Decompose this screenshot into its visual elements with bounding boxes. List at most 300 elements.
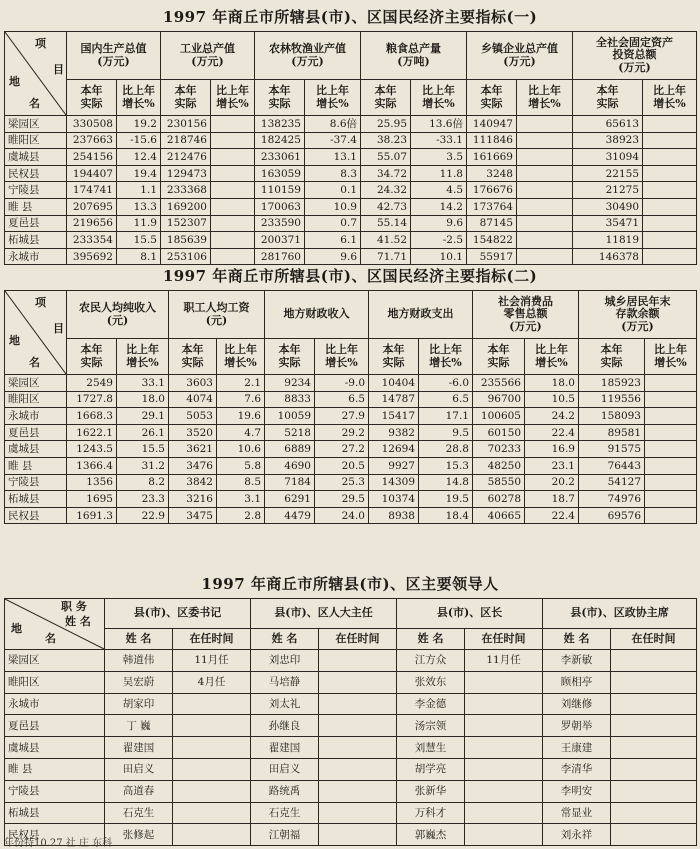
sub-header-row: 本年 实际 比上年 增长% 本年 实际 比上年 增长% 本年 实际 比上年 增长% 本年 实际 比上年 增长% 本年 实际 比上年 增长% 本年 实际 比上年 增长% [5,80,697,116]
data-cell: 40665 [473,507,525,524]
table-row [5,491,697,508]
data-cell [643,182,697,199]
region-name-cell: 民权县 [5,507,67,524]
table-row [5,671,697,693]
data-cell: 路统禹 [251,780,319,802]
table-row [5,248,697,265]
data-cell [173,737,251,759]
data-cell: 170063 [255,198,305,215]
region-name-cell: 梁园区 [5,650,105,672]
data-cell: 21275 [573,182,643,199]
region-name-cell: 宁陵县 [5,780,105,802]
region-name-cell: 柘城县 [5,232,67,249]
data-cell [643,132,697,149]
data-cell: 10059 [265,408,315,425]
table-corner-header: 职 务 姓 名 地 名 [5,599,105,650]
data-cell [319,758,397,780]
data-cell: 24.0 [315,507,369,524]
region-name-cell: 梁园区 [5,375,67,392]
table-row [5,441,697,458]
data-cell: 60278 [473,491,525,508]
data-cell: 韩道伟 [105,650,173,672]
table-row [5,693,697,715]
data-cell: 41.52 [361,232,411,249]
data-cell: 146378 [573,248,643,265]
col-header-savings: 城乡居民年末 存款余额 (万元) [579,291,697,339]
data-cell: 3621 [169,441,217,458]
data-cell [319,824,397,846]
col-header-fiscal-revenue: 地方财政收入 [265,291,369,339]
data-cell: 35471 [573,215,643,232]
data-cell [211,232,255,249]
data-cell: 丁 巍 [105,715,173,737]
data-cell: 169200 [161,198,211,215]
data-cell: 刘太礼 [251,693,319,715]
data-cell [173,802,251,824]
data-cell: 11.9 [117,215,161,232]
data-cell: -15.6 [117,132,161,149]
data-cell: 154822 [467,232,517,249]
region-name-cell: 睢 县 [5,457,67,474]
data-cell: 30490 [573,198,643,215]
region-name-cell: 永城市 [5,408,67,425]
region-name-cell: 民权县 [5,824,105,846]
data-cell: 1727.8 [67,391,117,408]
data-cell: 胡学亮 [397,758,465,780]
region-name-cell: 柘城县 [5,491,67,508]
data-cell: 22.9 [117,507,169,524]
data-cell: 33.1 [117,375,169,392]
data-cell: 31094 [573,149,643,166]
data-cell [517,198,573,215]
data-cell: 1668.3 [67,408,117,425]
data-cell [465,715,543,737]
data-cell [465,693,543,715]
data-cell [173,780,251,802]
data-cell: 20.2 [525,474,579,491]
region-name-cell: 民权县 [5,165,67,182]
data-cell [319,802,397,824]
data-cell: 25.3 [315,474,369,491]
data-cell: 3520 [169,424,217,441]
data-cell: 常显业 [543,802,611,824]
data-cell [643,198,697,215]
data-cell: 18.0 [525,375,579,392]
col-header-agri-output: 农林牧渔业产值 (万元) [255,32,361,80]
data-cell: 江方众 [397,650,465,672]
data-cell: 55.07 [361,149,411,166]
table-row [5,391,697,408]
region-name-cell: 睢 县 [5,198,67,215]
data-cell: 6.1 [305,232,361,249]
region-name-cell: 梁园区 [5,116,67,133]
data-cell: 15.5 [117,441,169,458]
col-header-gdp: 国内生产总值 (万元) [67,32,161,80]
data-cell [643,165,697,182]
data-cell: 330508 [67,116,117,133]
data-cell: 2.1 [217,375,265,392]
data-cell: 张效东 [397,671,465,693]
data-cell [465,824,543,846]
col-header-cppcc-chair: 县(市)、区政协主席 [543,599,697,629]
data-cell: 顾相亭 [543,671,611,693]
col-header-magistrate: 县(市)、区长 [397,599,543,629]
data-cell: 8.5 [217,474,265,491]
data-cell [645,507,697,524]
data-cell: 25.95 [361,116,411,133]
data-cell: 281760 [255,248,305,265]
data-cell: 12.4 [117,149,161,166]
data-cell: 87145 [467,215,517,232]
data-cell [645,391,697,408]
table2-title: 1997 年商丘市所辖县(市)、区国民经济主要指标(二) [162,267,538,285]
data-cell: 1356 [67,474,117,491]
data-cell: 233354 [67,232,117,249]
data-cell: 0.7 [305,215,361,232]
data-cell: 174741 [67,182,117,199]
data-cell [611,758,697,780]
data-cell [319,671,397,693]
data-cell: 10.6 [217,441,265,458]
data-cell: 16.9 [525,441,579,458]
data-cell: 74976 [579,491,645,508]
data-cell: 15.3 [419,457,473,474]
data-cell: 4.7 [217,424,265,441]
table-row [5,198,697,215]
data-cell: 38923 [573,132,643,149]
data-cell [611,780,697,802]
data-cell [173,715,251,737]
data-cell: 219656 [67,215,117,232]
data-cell: 100605 [473,408,525,425]
data-cell [465,780,543,802]
data-cell: 237663 [67,132,117,149]
region-name-cell: 夏邑县 [5,424,67,441]
data-cell: 55917 [467,248,517,265]
data-cell: 马培静 [251,671,319,693]
data-cell [319,693,397,715]
data-cell: 218746 [161,132,211,149]
data-cell: 3475 [169,507,217,524]
data-cell [611,671,697,693]
data-cell: 6.5 [315,391,369,408]
region-name-cell: 睢阳区 [5,671,105,693]
data-cell: 9927 [369,457,419,474]
data-cell: 8833 [265,391,315,408]
data-cell: -6.0 [419,375,473,392]
data-cell: 8938 [369,507,419,524]
data-cell: 3216 [169,491,217,508]
data-cell [517,248,573,265]
data-cell: 27.9 [315,408,369,425]
region-name-cell: 夏邑县 [5,215,67,232]
data-cell: 4.5 [411,182,467,199]
data-cell: 6.5 [419,391,473,408]
table-row [5,474,697,491]
data-cell: 9.6 [411,215,467,232]
table-row [5,424,697,441]
data-cell [517,215,573,232]
region-name-cell: 永城市 [5,693,105,715]
data-cell [465,802,543,824]
data-cell [643,248,697,265]
data-cell: 9.6 [305,248,361,265]
data-cell [211,165,255,182]
data-cell: 3603 [169,375,217,392]
table-row [5,132,697,149]
data-cell: 8.6倍 [305,116,361,133]
data-cell: 140947 [467,116,517,133]
table1-title: 1997 年商丘市所辖县(市)、区国民经济主要指标(一) [162,8,538,26]
data-cell [611,715,697,737]
data-cell: 28.8 [419,441,473,458]
data-cell [645,375,697,392]
region-name-cell: 睢 县 [5,758,105,780]
data-cell [645,491,697,508]
data-cell: 158093 [579,408,645,425]
data-cell: 7.6 [217,391,265,408]
data-cell: -37.4 [305,132,361,149]
data-cell: 48250 [473,457,525,474]
data-cell: 王康建 [543,737,611,759]
data-cell: 54127 [579,474,645,491]
data-cell: 2549 [67,375,117,392]
data-cell [643,232,697,249]
data-cell [645,424,697,441]
data-cell: 3476 [169,457,217,474]
data-cell: 233368 [161,182,211,199]
data-cell [645,457,697,474]
data-cell: 60150 [473,424,525,441]
data-cell: 18.0 [117,391,169,408]
region-name-cell: 睢阳区 [5,391,67,408]
data-cell: 395692 [67,248,117,265]
table-row [5,715,697,737]
data-cell: 18.4 [419,507,473,524]
data-cell: 15417 [369,408,419,425]
data-cell: 刘永祥 [543,824,611,846]
data-cell: 江朝福 [251,824,319,846]
data-cell: 10.1 [411,248,467,265]
data-cell [611,650,697,672]
data-cell: 14787 [369,391,419,408]
data-cell: 233590 [255,215,305,232]
data-cell [645,408,697,425]
data-cell: -33.1 [411,132,467,149]
data-cell [645,474,697,491]
data-cell: 194407 [67,165,117,182]
data-cell: 14309 [369,474,419,491]
data-cell: 19.4 [117,165,161,182]
data-cell: 11月任 [465,650,543,672]
data-cell [517,232,573,249]
col-header-party-secretary: 县(市)、区委书记 [105,599,251,629]
data-cell: 119556 [579,391,645,408]
data-cell: 10404 [369,375,419,392]
data-cell: 212476 [161,149,211,166]
data-cell: 翟建国 [105,737,173,759]
data-cell [517,132,573,149]
data-cell: 0.1 [305,182,361,199]
data-cell: 10374 [369,491,419,508]
data-cell: 胡家印 [105,693,173,715]
table-corner-header: 项 目 地 名 [5,291,67,375]
data-cell: 4074 [169,391,217,408]
data-cell [645,441,697,458]
data-cell: 10.5 [525,391,579,408]
data-cell: 3.5 [411,149,467,166]
data-cell: -9.0 [315,375,369,392]
region-name-cell: 宁陵县 [5,474,67,491]
data-cell [465,758,543,780]
data-cell: 6889 [265,441,315,458]
data-cell: 8.1 [117,248,161,265]
data-cell [517,182,573,199]
data-cell: 郭巍杰 [397,824,465,846]
data-cell: 230156 [161,116,211,133]
data-cell: 张新华 [397,780,465,802]
data-cell: 11.8 [411,165,467,182]
table-row [5,507,697,524]
data-cell: 4479 [265,507,315,524]
data-cell: 5218 [265,424,315,441]
data-cell: 汤宗领 [397,715,465,737]
data-cell [643,215,697,232]
region-name-cell: 夏邑县 [5,715,105,737]
col-header-retail-sales: 社会消费品 零售总额 (万元) [473,291,579,339]
indicators-table-2 [4,290,697,524]
data-cell: 1622.1 [67,424,117,441]
region-name-cell: 虞城县 [5,441,67,458]
table-row [5,149,697,166]
data-cell: 138235 [255,116,305,133]
data-cell: 孙继良 [251,715,319,737]
region-name-cell: 柘城县 [5,802,105,824]
data-cell [517,149,573,166]
data-cell: 3248 [467,165,517,182]
data-cell: 7184 [265,474,315,491]
data-cell: 田启义 [251,758,319,780]
data-cell: 29.1 [117,408,169,425]
data-cell: 刘忠印 [251,650,319,672]
table3-title: 1997 年商丘市所辖县(市)、区主要领导人 [201,575,499,593]
data-cell: 罗朝举 [543,715,611,737]
cut-off-footer-text: 年份特10.27 社 庄 东科 [4,838,113,849]
data-cell: 185923 [579,375,645,392]
table-row [5,758,697,780]
data-cell: 27.2 [315,441,369,458]
data-cell: 29.5 [315,491,369,508]
data-cell: 24.2 [525,408,579,425]
data-cell: 高道春 [105,780,173,802]
data-cell: 12694 [369,441,419,458]
data-cell: 张修起 [105,824,173,846]
data-cell: 3842 [169,474,217,491]
data-cell: 22.4 [525,507,579,524]
data-cell [211,198,255,215]
data-cell: 23.3 [117,491,169,508]
region-name-cell: 睢阳区 [5,132,67,149]
table-row [5,457,697,474]
data-cell: 76443 [579,457,645,474]
data-cell: 2.8 [217,507,265,524]
data-cell: 129473 [161,165,211,182]
col-header-industrial-output: 工业总产值 (万元) [161,32,255,80]
data-cell: 6291 [265,491,315,508]
data-cell: 李金德 [397,693,465,715]
data-cell: 152307 [161,215,211,232]
col-header-npc-director: 县(市)、区人大主任 [251,599,397,629]
data-cell: 34.72 [361,165,411,182]
data-cell: 18.7 [525,491,579,508]
table-row [5,182,697,199]
data-cell [643,149,697,166]
data-cell: 5.8 [217,457,265,474]
data-cell: 24.32 [361,182,411,199]
data-cell: 207695 [67,198,117,215]
data-cell: 9234 [265,375,315,392]
data-cell: 11月任 [173,650,251,672]
data-cell: 刘继修 [543,693,611,715]
indicators-table-1 [4,31,697,265]
data-cell: 8.3 [305,165,361,182]
data-cell: 石克生 [105,802,173,824]
table-row [5,215,697,232]
data-cell [611,802,697,824]
table-row [5,165,697,182]
data-cell: 185639 [161,232,211,249]
data-cell [611,737,697,759]
data-cell: 17.1 [419,408,473,425]
col-header-fixed-assets: 全社会固定资产 投资总额 (万元) [573,32,697,80]
data-cell: 111846 [467,132,517,149]
data-cell: 4月任 [173,671,251,693]
data-cell: 13.1 [305,149,361,166]
data-cell: 55.14 [361,215,411,232]
col-header-grain: 粮食总产量 (万吨) [361,32,467,80]
region-name-cell: 宁陵县 [5,182,67,199]
data-cell: 刘慧生 [397,737,465,759]
data-cell: 1691.3 [67,507,117,524]
data-cell: 吴宏蔚 [105,671,173,693]
table-row [5,375,697,392]
data-cell: 161669 [467,149,517,166]
data-cell: 182425 [255,132,305,149]
data-cell [319,737,397,759]
data-cell: 31.2 [117,457,169,474]
data-cell: 254156 [67,149,117,166]
data-cell: 石克生 [251,802,319,824]
data-cell: 翟建国 [251,737,319,759]
data-cell [211,132,255,149]
data-cell: 15.5 [117,232,161,249]
data-cell: 71.71 [361,248,411,265]
data-cell: 13.6倍 [411,116,467,133]
data-cell: 22155 [573,165,643,182]
data-cell [319,715,397,737]
leaders-table [4,598,697,846]
data-cell: 11819 [573,232,643,249]
data-cell: 176676 [467,182,517,199]
region-name-cell: 永城市 [5,248,67,265]
data-cell: 1695 [67,491,117,508]
data-cell: 29.2 [315,424,369,441]
data-cell: 200371 [255,232,305,249]
data-cell: 235566 [473,375,525,392]
data-cell [643,116,697,133]
data-cell: -2.5 [411,232,467,249]
data-cell: 1243.5 [67,441,117,458]
